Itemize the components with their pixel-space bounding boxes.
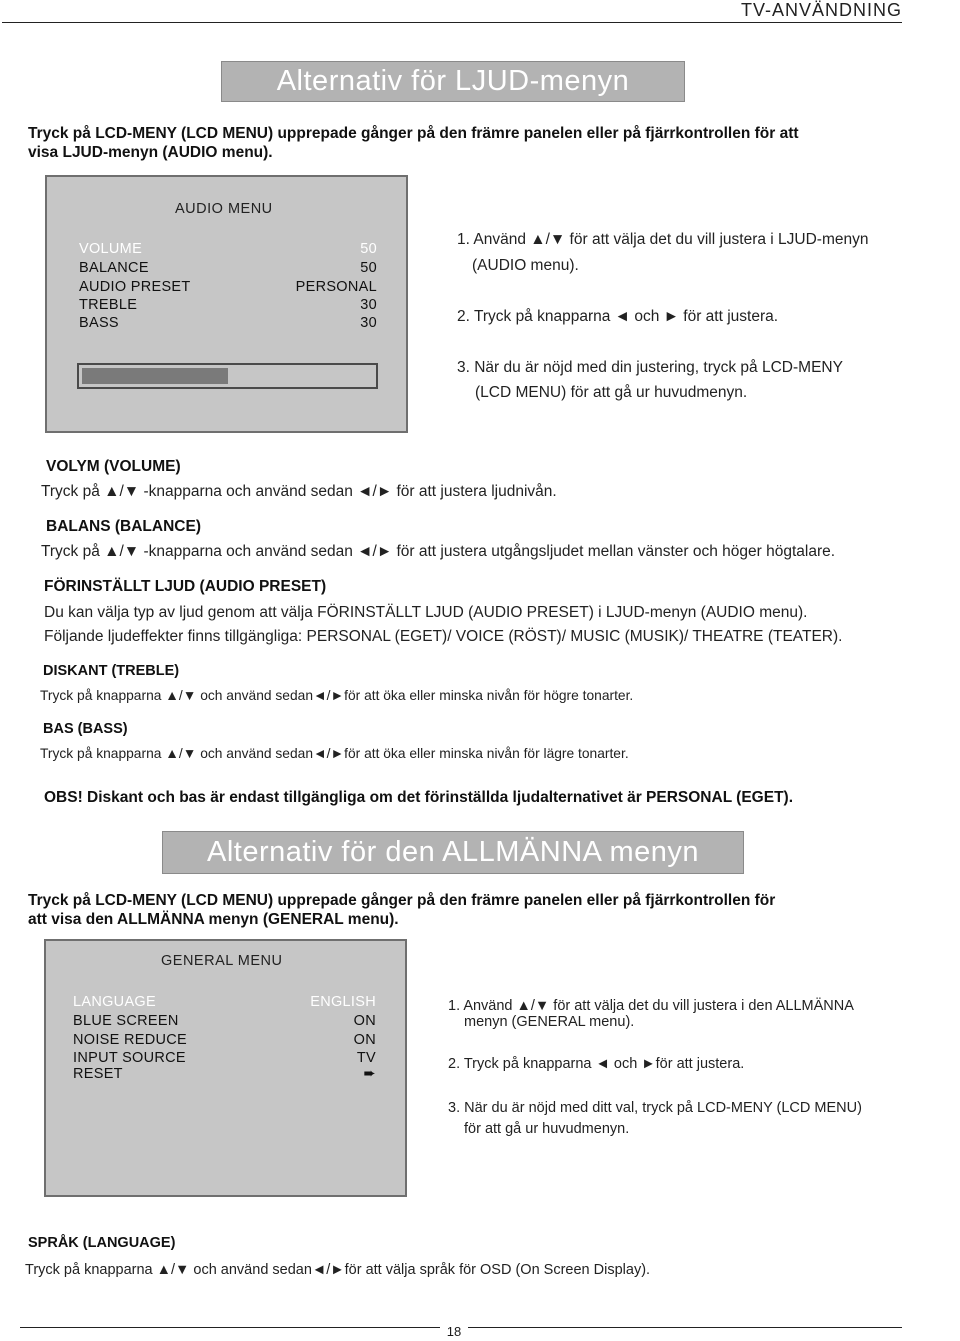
- audio-section-banner: Alternativ för LJUD-menyn: [221, 61, 685, 102]
- general-menu-value: ENGLISH: [310, 994, 376, 1010]
- general-intro-line2: att visa den ALLMÄNNA menyn (GENERAL menu).: [28, 911, 399, 928]
- general-step-2: 2. Tryck på knapparna ◄ och ►för att justera.: [448, 1056, 745, 1072]
- audio-menu-osd: [45, 175, 408, 433]
- audio-intro-line2: visa LJUD-menyn (AUDIO menu).: [28, 144, 273, 161]
- general-intro-line1: Tryck på LCD-MENY (LCD MENU) upprepade gånger på den främre panelen eller på fjärrkontrollen för: [28, 892, 776, 909]
- general-menu-label: LANGUAGE: [73, 994, 156, 1010]
- general-menu-value: TV: [356, 1050, 376, 1066]
- general-menu-row-noise-reduce[interactable]: [73, 1031, 376, 1049]
- page-header-title: TV-ANVÄNDNING: [740, 0, 902, 20]
- audio-level-bar[interactable]: [77, 363, 378, 389]
- balance-text: Tryck på ▲/▼ -knapparna och använd sedan ◄/► för att justera utgångsljudet mellan vänster och höger högtalare.: [41, 543, 836, 560]
- audio-step-3: 3. När du är nöjd med din justering, tryck på LCD-MENY: [457, 359, 843, 376]
- audio-menu-value: PERSONAL: [295, 279, 377, 295]
- audio-menu-label: TREBLE: [79, 297, 138, 313]
- audio-menu-value: 50: [360, 241, 377, 257]
- general-section-banner: Alternativ för den ALLMÄNNA menyn: [162, 831, 744, 874]
- arrow-right-icon: ➨: [363, 1066, 376, 1082]
- general-menu-label: RESET: [73, 1066, 123, 1082]
- general-menu-osd: [44, 939, 407, 1197]
- audio-preset-text-2: Följande ljudeffekter finns tillgängliga: PERSONAL (EGET)/ VOICE (RÖST)/ MUSIC (MUSIK)/ THEATRE (TEATER).: [44, 628, 843, 645]
- audio-level-bar-fill: [82, 368, 228, 384]
- general-menu-label: BLUE SCREEN: [73, 1013, 179, 1029]
- bass-text: Tryck på knapparna ▲/▼ och använd sedan◄/►för att öka eller minska nivån för lägre tonarter.: [40, 746, 629, 761]
- audio-menu-label: BALANCE: [79, 260, 149, 276]
- audio-step-1: 1. Använd ▲/▼ för att välja det du vill justera i LJUD-menyn: [457, 231, 869, 248]
- audio-step-3-cont: (LCD MENU) för att gå ur huvudmenyn.: [475, 384, 748, 401]
- bass-heading: BAS (BASS): [43, 721, 128, 737]
- audio-menu-label: AUDIO PRESET: [79, 279, 191, 295]
- audio-preset-text-1: Du kan välja typ av ljud genom att välja FÖRINSTÄLLT LJUD (AUDIO PRESET) i LJUD-menyn (AUDIO menu).: [44, 604, 808, 621]
- general-menu-value: ON: [353, 1013, 376, 1029]
- general-menu-row-reset[interactable]: [73, 1065, 376, 1083]
- audio-menu-value: 50: [360, 260, 377, 276]
- general-menu-label: INPUT SOURCE: [73, 1050, 186, 1066]
- audio-menu-value: 30: [360, 315, 377, 331]
- volume-heading: VOLYM (VOLUME): [46, 458, 181, 475]
- balance-heading: BALANS (BALANCE): [46, 518, 201, 535]
- audio-step-2: 2. Tryck på knapparna ◄ och ► för att justera.: [457, 308, 779, 325]
- general-menu-title: GENERAL MENU: [161, 953, 283, 969]
- general-step-1-cont: menyn (GENERAL menu).: [464, 1014, 635, 1030]
- audio-menu-row-volume[interactable]: [79, 240, 377, 258]
- audio-menu-label: BASS: [79, 315, 119, 331]
- general-menu-row-blue-screen[interactable]: [73, 1012, 376, 1030]
- obs-note: OBS! Diskant och bas är endast tillgängliga om det förinställda ljudalternativet är PERSONAL (EGET).: [44, 789, 794, 806]
- general-menu-row-language[interactable]: [73, 993, 376, 1011]
- general-menu-value: ON: [353, 1032, 376, 1048]
- audio-menu-row-bass[interactable]: [79, 314, 377, 332]
- audio-menu-title: AUDIO MENU: [175, 201, 273, 217]
- page-number: 18: [440, 1324, 468, 1339]
- volume-text: Tryck på ▲/▼ -knapparna och använd sedan ◄/► för att justera ljudnivån.: [41, 483, 557, 500]
- audio-menu-row-balance[interactable]: [79, 259, 377, 277]
- treble-heading: DISKANT (TREBLE): [43, 663, 180, 679]
- general-step-3: 3. När du är nöjd med ditt val, tryck på LCD-MENY (LCD MENU): [448, 1100, 862, 1116]
- audio-intro-line1: Tryck på LCD-MENY (LCD MENU) upprepade gånger på den främre panelen eller på fjärrkontrollen för att: [28, 125, 799, 142]
- audio-menu-row-treble[interactable]: [79, 296, 377, 314]
- general-menu-label: NOISE REDUCE: [73, 1032, 187, 1048]
- treble-text: Tryck på knapparna ▲/▼ och använd sedan◄/►för att öka eller minska nivån för högre tonarter.: [40, 688, 634, 703]
- audio-menu-row-audio-preset[interactable]: [79, 278, 377, 296]
- audio-menu-value: 30: [360, 297, 377, 313]
- language-text: Tryck på knapparna ▲/▼ och använd sedan◄/►för att välja språk för OSD (On Screen Display).: [25, 1262, 651, 1278]
- general-step-1: 1. Använd ▲/▼ för att välja det du vill justera i den ALLMÄNNA: [448, 998, 854, 1014]
- audio-step-1-cont: (AUDIO menu).: [472, 257, 579, 274]
- general-step-3-cont: för att gå ur huvudmenyn.: [464, 1121, 630, 1137]
- audio-menu-label: VOLUME: [79, 241, 143, 257]
- language-heading: SPRÅK (LANGUAGE): [28, 1235, 176, 1251]
- audio-preset-heading: FÖRINSTÄLLT LJUD (AUDIO PRESET): [44, 578, 327, 595]
- header-rule: [2, 22, 902, 23]
